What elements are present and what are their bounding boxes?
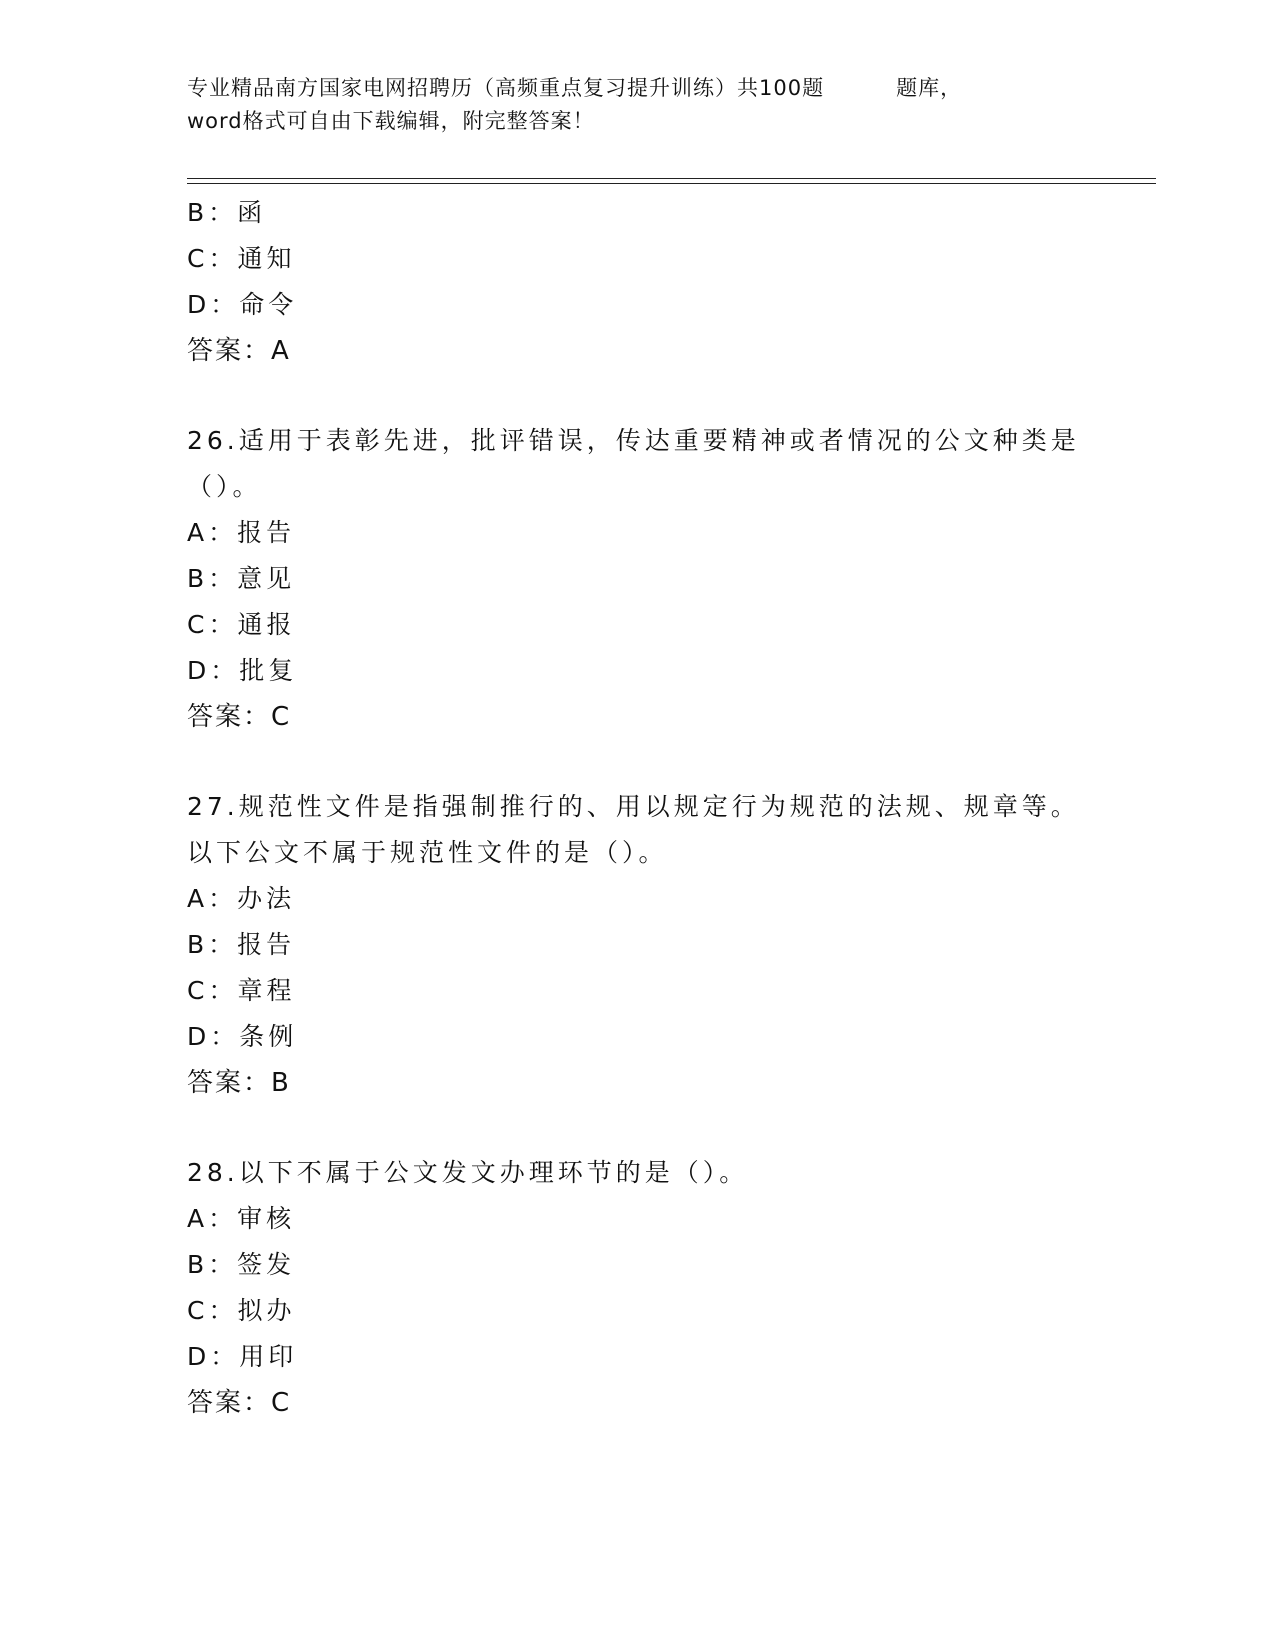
option-c: C：通知	[187, 244, 296, 273]
answer-line: 答案：A	[187, 336, 291, 366]
question-text-line-1: 26.适用于表彰先进，批评错误，传达重要精神或者情况的公文种类是	[187, 426, 1080, 455]
option-b: B：签发	[187, 1250, 296, 1279]
option-a: A：办法	[187, 884, 296, 913]
header-line-2: word格式可自由下载编辑，附完整答案！	[187, 109, 595, 133]
question-block-28	[187, 1150, 1087, 1426]
option-a: A：审核	[187, 1204, 296, 1233]
option-a: A：报告	[187, 518, 296, 547]
question-text-line-1: 28.以下不属于公文发文办理环节的是（）。	[187, 1158, 749, 1187]
option-d: D：用印	[187, 1342, 298, 1371]
option-b: B：函	[187, 198, 267, 227]
question-block-26	[187, 418, 1087, 740]
option-d: D：命令	[187, 290, 298, 319]
question-text-line-1: 27.规范性文件是指强制推行的、用以规定行为规范的法规、规章等。	[187, 792, 1080, 821]
header-divider-bottom	[187, 183, 1156, 184]
header-title-suffix: 题库，	[896, 76, 963, 100]
question-text-line-2: 以下公文不属于规范性文件的是（）。	[187, 838, 668, 867]
option-c: C：通报	[187, 610, 296, 639]
option-d: D：批复	[187, 656, 298, 685]
answer-line: 答案：C	[187, 1388, 292, 1418]
option-b: B：报告	[187, 930, 296, 959]
option-c: C：拟办	[187, 1296, 296, 1325]
option-c: C：章程	[187, 976, 296, 1005]
header-line-1	[187, 72, 1087, 105]
question-list	[187, 190, 1087, 1426]
option-b: B：意见	[187, 564, 296, 593]
answer-line: 答案：B	[187, 1068, 291, 1098]
header-title: 专业精品南方国家电网招聘历（高频重点复习提升训练）共100题	[187, 76, 825, 100]
document-header	[187, 72, 1087, 138]
question-block-27	[187, 784, 1087, 1106]
option-d: D：条例	[187, 1022, 298, 1051]
answer-line: 答案：C	[187, 702, 292, 732]
header-divider-top	[187, 178, 1156, 179]
question-text-line-2: （）。	[187, 472, 262, 501]
question-block-25	[187, 190, 1087, 374]
